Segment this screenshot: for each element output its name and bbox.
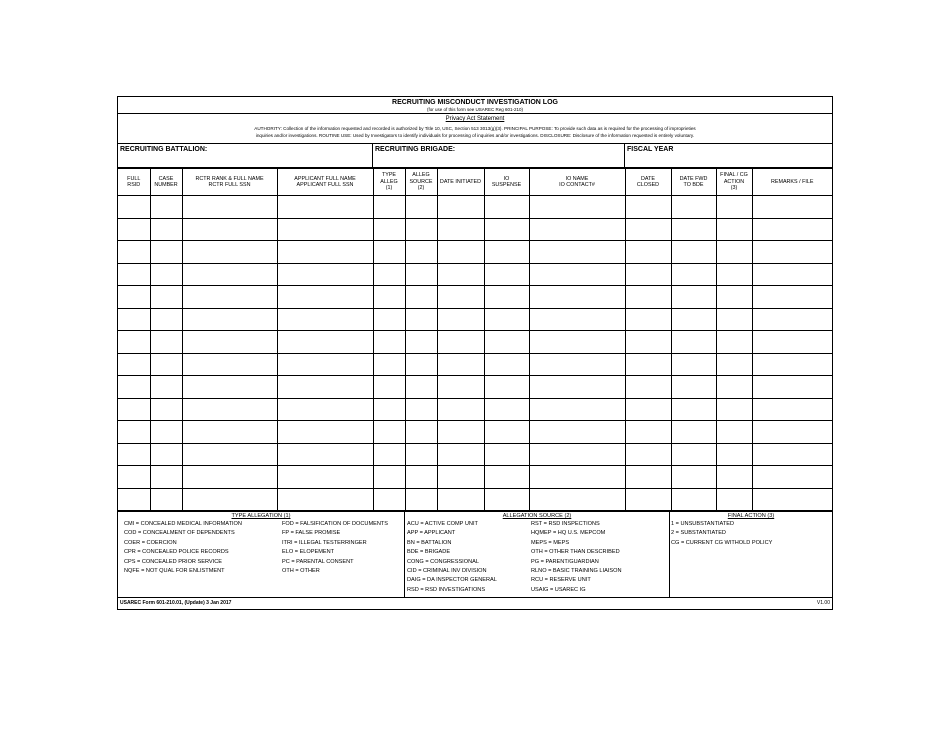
- entry-cell[interactable]: [671, 286, 716, 309]
- recruiting-battalion-label: RECRUITING BATTALION:: [120, 146, 208, 153]
- entry-cell[interactable]: [182, 421, 277, 444]
- legend-entry: APP = APPLICANT: [407, 530, 456, 537]
- legend-entry: 2 = SUBSTANTIATED: [671, 530, 726, 537]
- entry-cell[interactable]: [405, 353, 437, 376]
- entry-cell[interactable]: [625, 488, 671, 511]
- form-version: V1.00: [816, 600, 830, 606]
- entry-cell[interactable]: [484, 263, 529, 286]
- privacy-line-1: AUTHORITY: Collection of the information requested and recorded is authorized by Title 10, USC, Section 513 3013(g)(3). PRINCIPAL PURPOSE: To provide such data as is required for the processing of improprieties: [254, 126, 696, 131]
- entry-cell[interactable]: [716, 443, 752, 466]
- allegation-source-legend: [405, 512, 670, 597]
- column-header: FINAL / CG ACTION (3): [716, 169, 752, 196]
- entry-cell[interactable]: [671, 331, 716, 354]
- entry-cell[interactable]: [277, 443, 373, 466]
- column-header: CASE NUMBER: [150, 169, 182, 196]
- entry-cell[interactable]: [182, 196, 277, 219]
- legend-entry: CPR = CONCEALED POLICE RECORDS: [124, 549, 229, 556]
- column-header: IO NAME IO CONTACT#: [529, 169, 625, 196]
- entry-cell[interactable]: [752, 218, 832, 241]
- allegation-source-col-2: [531, 520, 622, 595]
- entry-cell[interactable]: [277, 263, 373, 286]
- legend-entry: DAIG = DA INSPECTOR GENERAL: [407, 577, 497, 584]
- entry-cell[interactable]: [671, 376, 716, 399]
- entry-cell[interactable]: [405, 308, 437, 331]
- entry-cell[interactable]: [671, 218, 716, 241]
- table-row: [118, 421, 832, 444]
- entry-cell[interactable]: [716, 263, 752, 286]
- entry-cell[interactable]: [625, 331, 671, 354]
- entry-cell[interactable]: [437, 353, 484, 376]
- entry-cell[interactable]: [437, 376, 484, 399]
- entry-cell[interactable]: [373, 353, 405, 376]
- entry-cell[interactable]: [182, 353, 277, 376]
- entry-cell[interactable]: [373, 196, 405, 219]
- legend-entry: CID = CRIMINAL INV DIVISION: [407, 568, 487, 575]
- log-header-row: [118, 169, 832, 196]
- entry-cell[interactable]: [752, 286, 832, 309]
- entry-cell[interactable]: [182, 331, 277, 354]
- entry-cell[interactable]: [118, 353, 150, 376]
- entry-cell[interactable]: [529, 331, 625, 354]
- entry-cell[interactable]: [150, 241, 182, 264]
- entry-cell[interactable]: [182, 308, 277, 331]
- entry-cell[interactable]: [118, 466, 150, 489]
- entry-cell[interactable]: [529, 443, 625, 466]
- entry-cell[interactable]: [118, 308, 150, 331]
- entry-cell[interactable]: [437, 241, 484, 264]
- entry-cell[interactable]: [716, 353, 752, 376]
- entry-cell[interactable]: [484, 353, 529, 376]
- entry-cell[interactable]: [625, 376, 671, 399]
- entry-cell[interactable]: [277, 286, 373, 309]
- entry-cell[interactable]: [671, 421, 716, 444]
- legend-entry: CMI = CONCEALED MEDICAL INFORMATION: [124, 521, 242, 527]
- entry-cell[interactable]: [716, 241, 752, 264]
- legend-entry: COD = CONCEALMENT OF DEPENDENTS: [124, 530, 235, 537]
- entry-cell[interactable]: [671, 443, 716, 466]
- entry-cell[interactable]: [150, 488, 182, 511]
- entry-cell[interactable]: [625, 196, 671, 219]
- column-header: DATE INITIATED: [437, 169, 484, 196]
- entry-cell[interactable]: [277, 466, 373, 489]
- column-header: FULL RSID: [118, 169, 150, 196]
- entry-cell[interactable]: [277, 196, 373, 219]
- entry-cell[interactable]: [529, 376, 625, 399]
- entry-cell[interactable]: [182, 488, 277, 511]
- entry-cell[interactable]: [182, 466, 277, 489]
- entry-cell[interactable]: [373, 286, 405, 309]
- legend-entry: 1 = UNSUBSTANTIATED: [671, 521, 735, 527]
- legend-entry: HQMEP = HQ U.S. MEPCOM: [531, 530, 606, 537]
- entry-cell[interactable]: [118, 398, 150, 421]
- entry-cell[interactable]: [118, 331, 150, 354]
- entry-cell[interactable]: [529, 308, 625, 331]
- final-action-col-1: [670, 520, 772, 548]
- entry-cell[interactable]: [405, 263, 437, 286]
- entry-cell[interactable]: [484, 488, 529, 511]
- entry-cell[interactable]: [625, 353, 671, 376]
- legend-entry: FP = FALSE PROMISE: [282, 530, 341, 537]
- table-row: [118, 331, 832, 354]
- log-body: [118, 196, 832, 511]
- entry-cell[interactable]: [484, 331, 529, 354]
- entry-cell[interactable]: [277, 376, 373, 399]
- entry-cell[interactable]: [373, 218, 405, 241]
- entry-cell[interactable]: [437, 263, 484, 286]
- entry-cell[interactable]: [373, 466, 405, 489]
- entry-cell[interactable]: [671, 488, 716, 511]
- legend-entry: OTH = OTHER: [282, 568, 320, 575]
- legend-entry: PC = PARENTAL CONSENT: [282, 558, 354, 565]
- title-block: [118, 97, 832, 114]
- entry-cell[interactable]: [182, 398, 277, 421]
- table-row: [118, 196, 832, 219]
- entry-cell[interactable]: [373, 398, 405, 421]
- entry-cell[interactable]: [277, 398, 373, 421]
- column-header: APPLICANT FULL NAME APPLICANT FULL SSN: [277, 169, 373, 196]
- entry-cell[interactable]: [752, 466, 832, 489]
- column-header: DATE CLOSED: [625, 169, 671, 196]
- entry-cell[interactable]: [752, 443, 832, 466]
- entry-cell[interactable]: [150, 331, 182, 354]
- column-header: RCTR RANK & FULL NAME RCTR FULL SSN: [182, 169, 277, 196]
- table-row: [118, 443, 832, 466]
- misconduct-log-form: [117, 96, 833, 610]
- entry-cell[interactable]: [671, 353, 716, 376]
- entry-cell[interactable]: [277, 241, 373, 264]
- entry-cell[interactable]: [752, 308, 832, 331]
- entry-cell[interactable]: [437, 443, 484, 466]
- entry-cell[interactable]: [405, 488, 437, 511]
- table-row: [118, 488, 832, 511]
- entry-cell[interactable]: [716, 488, 752, 511]
- entry-cell[interactable]: [150, 443, 182, 466]
- form-title: RECRUITING MISCONDUCT INVESTIGATION LOG: [392, 99, 558, 106]
- entry-cell[interactable]: [529, 353, 625, 376]
- entry-cell[interactable]: [182, 218, 277, 241]
- privacy-line-2: inquiries and/or investigations. ROUTINE USE: Used by Investigators to identify individuals for processing of inquiries and/or investigations. DISCLOSURE: Disclosure of the information requested is entirely voluntary.: [255, 133, 695, 138]
- entry-cell[interactable]: [752, 353, 832, 376]
- legend-entry: BN = BATTALION: [407, 539, 452, 546]
- entry-cell[interactable]: [716, 331, 752, 354]
- entry-cell[interactable]: [625, 421, 671, 444]
- entry-cell[interactable]: [150, 286, 182, 309]
- entry-cell[interactable]: [484, 376, 529, 399]
- entry-cell[interactable]: [716, 398, 752, 421]
- type-allegation-col-1: [118, 520, 282, 576]
- type-allegation-legend: [118, 512, 405, 597]
- entry-cell[interactable]: [405, 286, 437, 309]
- entry-cell[interactable]: [373, 376, 405, 399]
- entry-cell[interactable]: [182, 241, 277, 264]
- entry-cell[interactable]: [277, 218, 373, 241]
- legend-entry: FOD = FALSIFICATION OF DOCUMENTS: [282, 521, 389, 527]
- final-action-legend: [670, 512, 832, 597]
- legend-entry: CG = CURRENT CG WITHOLD POLICY: [671, 539, 773, 546]
- entry-cell[interactable]: [752, 376, 832, 399]
- entry-cell[interactable]: [671, 241, 716, 264]
- entry-cell[interactable]: [150, 466, 182, 489]
- entry-cell[interactable]: [118, 376, 150, 399]
- entry-cell[interactable]: [277, 331, 373, 354]
- legend-entry: CPS = CONCEALED PRIOR SERVICE: [124, 558, 222, 565]
- recruiting-brigade-field[interactable]: [373, 144, 625, 167]
- allegation-source-heading: ALLEGATION SOURCE (2): [502, 513, 572, 519]
- entry-cell[interactable]: [671, 398, 716, 421]
- privacy-act-block: [118, 114, 832, 144]
- entry-cell[interactable]: [752, 488, 832, 511]
- entry-cell[interactable]: [484, 218, 529, 241]
- entry-cell[interactable]: [529, 241, 625, 264]
- column-header: TYPE ALLEG (1): [373, 169, 405, 196]
- entry-cell[interactable]: [625, 286, 671, 309]
- entry-cell[interactable]: [118, 241, 150, 264]
- legend-entry: RST = RSD INSPECTIONS: [531, 521, 600, 527]
- entry-cell[interactable]: [405, 196, 437, 219]
- entry-cell[interactable]: [484, 466, 529, 489]
- entry-cell[interactable]: [405, 241, 437, 264]
- entry-cell[interactable]: [716, 376, 752, 399]
- table-row: [118, 286, 832, 309]
- legend-entry: ELO = ELOPEMENT: [282, 549, 335, 556]
- entry-cell[interactable]: [373, 263, 405, 286]
- entry-cell[interactable]: [405, 466, 437, 489]
- entry-cell[interactable]: [671, 466, 716, 489]
- entry-cell[interactable]: [752, 398, 832, 421]
- form-number: USAREC Form 601-210.01, (Update) 3 Jan 2017: [120, 600, 232, 606]
- legend-entry: NQFE = NOT QUAL FOR ENLISTMENT: [124, 568, 225, 575]
- entry-cell[interactable]: [484, 443, 529, 466]
- entry-cell[interactable]: [484, 308, 529, 331]
- entry-cell[interactable]: [277, 421, 373, 444]
- entry-cell[interactable]: [373, 421, 405, 444]
- column-header: REMARKS / FILE: [752, 169, 832, 196]
- fiscal-year-label: FISCAL YEAR: [627, 146, 674, 153]
- unit-info-row: [118, 144, 832, 168]
- entry-cell[interactable]: [752, 421, 832, 444]
- entry-cell[interactable]: [671, 196, 716, 219]
- entry-cell[interactable]: [373, 488, 405, 511]
- column-header: ALLEG SOURCE (2): [405, 169, 437, 196]
- entry-cell[interactable]: [437, 196, 484, 219]
- legend-block: [118, 511, 832, 597]
- table-row: [118, 398, 832, 421]
- entry-cell[interactable]: [405, 421, 437, 444]
- entry-cell[interactable]: [405, 376, 437, 399]
- entry-cell[interactable]: [437, 466, 484, 489]
- entry-cell[interactable]: [150, 196, 182, 219]
- entry-cell[interactable]: [716, 466, 752, 489]
- entry-cell[interactable]: [529, 286, 625, 309]
- entry-cell[interactable]: [150, 421, 182, 444]
- entry-cell[interactable]: [529, 218, 625, 241]
- entry-cell[interactable]: [437, 308, 484, 331]
- entry-cell[interactable]: [716, 421, 752, 444]
- entry-cell[interactable]: [150, 398, 182, 421]
- legend-entry: CONG = CONGRESSIONAL: [407, 558, 479, 565]
- entry-cell[interactable]: [373, 241, 405, 264]
- entry-cell[interactable]: [529, 196, 625, 219]
- table-row: [118, 376, 832, 399]
- entry-cell[interactable]: [484, 241, 529, 264]
- legend-entry: OTH = OTHER THAN DESCRIBED: [531, 549, 620, 556]
- entry-cell[interactable]: [150, 218, 182, 241]
- allegation-source-col-1: [405, 520, 531, 595]
- entry-cell[interactable]: [373, 331, 405, 354]
- entry-cell[interactable]: [405, 331, 437, 354]
- entry-cell[interactable]: [437, 488, 484, 511]
- table-row: [118, 466, 832, 489]
- entry-cell[interactable]: [671, 263, 716, 286]
- entry-cell[interactable]: [405, 443, 437, 466]
- entry-cell[interactable]: [437, 218, 484, 241]
- entry-cell[interactable]: [484, 286, 529, 309]
- privacy-act-title: Privacy Act Statement: [445, 116, 505, 122]
- entry-cell[interactable]: [373, 443, 405, 466]
- table-row: [118, 353, 832, 376]
- entry-cell[interactable]: [118, 421, 150, 444]
- entry-cell[interactable]: [182, 286, 277, 309]
- final-action-heading: FINAL ACTION (3): [727, 513, 775, 519]
- fiscal-year-field[interactable]: [625, 144, 832, 167]
- entry-cell[interactable]: [373, 308, 405, 331]
- legend-entry: RSD = RSD INVESTIGATIONS: [407, 586, 486, 593]
- legend-entry: PG = PARENT/GUARDIAN: [531, 558, 599, 565]
- log-table: [118, 168, 832, 511]
- entry-cell[interactable]: [625, 263, 671, 286]
- entry-cell[interactable]: [625, 218, 671, 241]
- entry-cell[interactable]: [277, 488, 373, 511]
- legend-entry: USAIG = USAREC IG: [531, 586, 586, 593]
- entry-cell[interactable]: [405, 218, 437, 241]
- entry-cell[interactable]: [625, 443, 671, 466]
- entry-cell[interactable]: [118, 263, 150, 286]
- entry-cell[interactable]: [529, 421, 625, 444]
- entry-cell[interactable]: [716, 196, 752, 219]
- entry-cell[interactable]: [182, 443, 277, 466]
- legend-entry: RLNO = BASIC TRAINING LIAISON: [531, 568, 622, 575]
- table-row: [118, 263, 832, 286]
- entry-cell[interactable]: [118, 196, 150, 219]
- column-header: DATE FWD TO BDE: [671, 169, 716, 196]
- type-allegation-heading: TYPE ALLEGATION (1): [231, 513, 291, 519]
- entry-cell[interactable]: [625, 466, 671, 489]
- entry-cell[interactable]: [437, 331, 484, 354]
- entry-cell[interactable]: [625, 398, 671, 421]
- entry-cell[interactable]: [529, 398, 625, 421]
- entry-cell[interactable]: [150, 263, 182, 286]
- entry-cell[interactable]: [118, 488, 150, 511]
- privacy-act-text: [118, 123, 832, 139]
- entry-cell[interactable]: [150, 308, 182, 331]
- entry-cell[interactable]: [716, 308, 752, 331]
- entry-cell[interactable]: [277, 353, 373, 376]
- form-footer: [118, 597, 832, 609]
- entry-cell[interactable]: [437, 398, 484, 421]
- table-row: [118, 308, 832, 331]
- entry-cell[interactable]: [625, 308, 671, 331]
- entry-cell[interactable]: [529, 263, 625, 286]
- entry-cell[interactable]: [484, 398, 529, 421]
- entry-cell[interactable]: [118, 218, 150, 241]
- entry-cell[interactable]: [484, 196, 529, 219]
- entry-cell[interactable]: [182, 376, 277, 399]
- entry-cell[interactable]: [150, 376, 182, 399]
- entry-cell[interactable]: [671, 308, 716, 331]
- entry-cell[interactable]: [529, 488, 625, 511]
- entry-cell[interactable]: [625, 241, 671, 264]
- legend-entry: MEPS = MEPS: [531, 539, 570, 546]
- entry-cell[interactable]: [716, 286, 752, 309]
- entry-cell[interactable]: [437, 286, 484, 309]
- entry-cell[interactable]: [752, 331, 832, 354]
- type-allegation-col-2: [282, 520, 388, 576]
- form-subtitle: (for use of this form see USAREC Reg 601-210): [426, 107, 524, 112]
- legend-entry: RCU = RESERVE UNIT: [531, 577, 591, 584]
- entry-cell[interactable]: [405, 398, 437, 421]
- table-row: [118, 241, 832, 264]
- table-row: [118, 218, 832, 241]
- entry-cell[interactable]: [752, 241, 832, 264]
- entry-cell[interactable]: [437, 421, 484, 444]
- recruiting-brigade-label: RECRUITING BRIGADE:: [375, 146, 456, 153]
- recruiting-battalion-field[interactable]: [118, 144, 373, 167]
- entry-cell[interactable]: [752, 263, 832, 286]
- legend-entry: BDE = BRIGADE: [407, 549, 451, 556]
- entry-cell[interactable]: [716, 218, 752, 241]
- entry-cell[interactable]: [182, 263, 277, 286]
- entry-cell[interactable]: [150, 353, 182, 376]
- entry-cell[interactable]: [752, 196, 832, 219]
- entry-cell[interactable]: [118, 443, 150, 466]
- entry-cell[interactable]: [484, 421, 529, 444]
- column-header: IO SUSPENSE: [484, 169, 529, 196]
- entry-cell[interactable]: [118, 286, 150, 309]
- legend-entry: ITRI = ILLEGAL TESTERRINGER: [282, 539, 367, 546]
- entry-cell[interactable]: [277, 308, 373, 331]
- legend-entry: ACU = ACTIVE COMP UNIT: [407, 521, 478, 527]
- entry-cell[interactable]: [529, 466, 625, 489]
- legend-entry: COER = COERCION: [124, 539, 177, 546]
